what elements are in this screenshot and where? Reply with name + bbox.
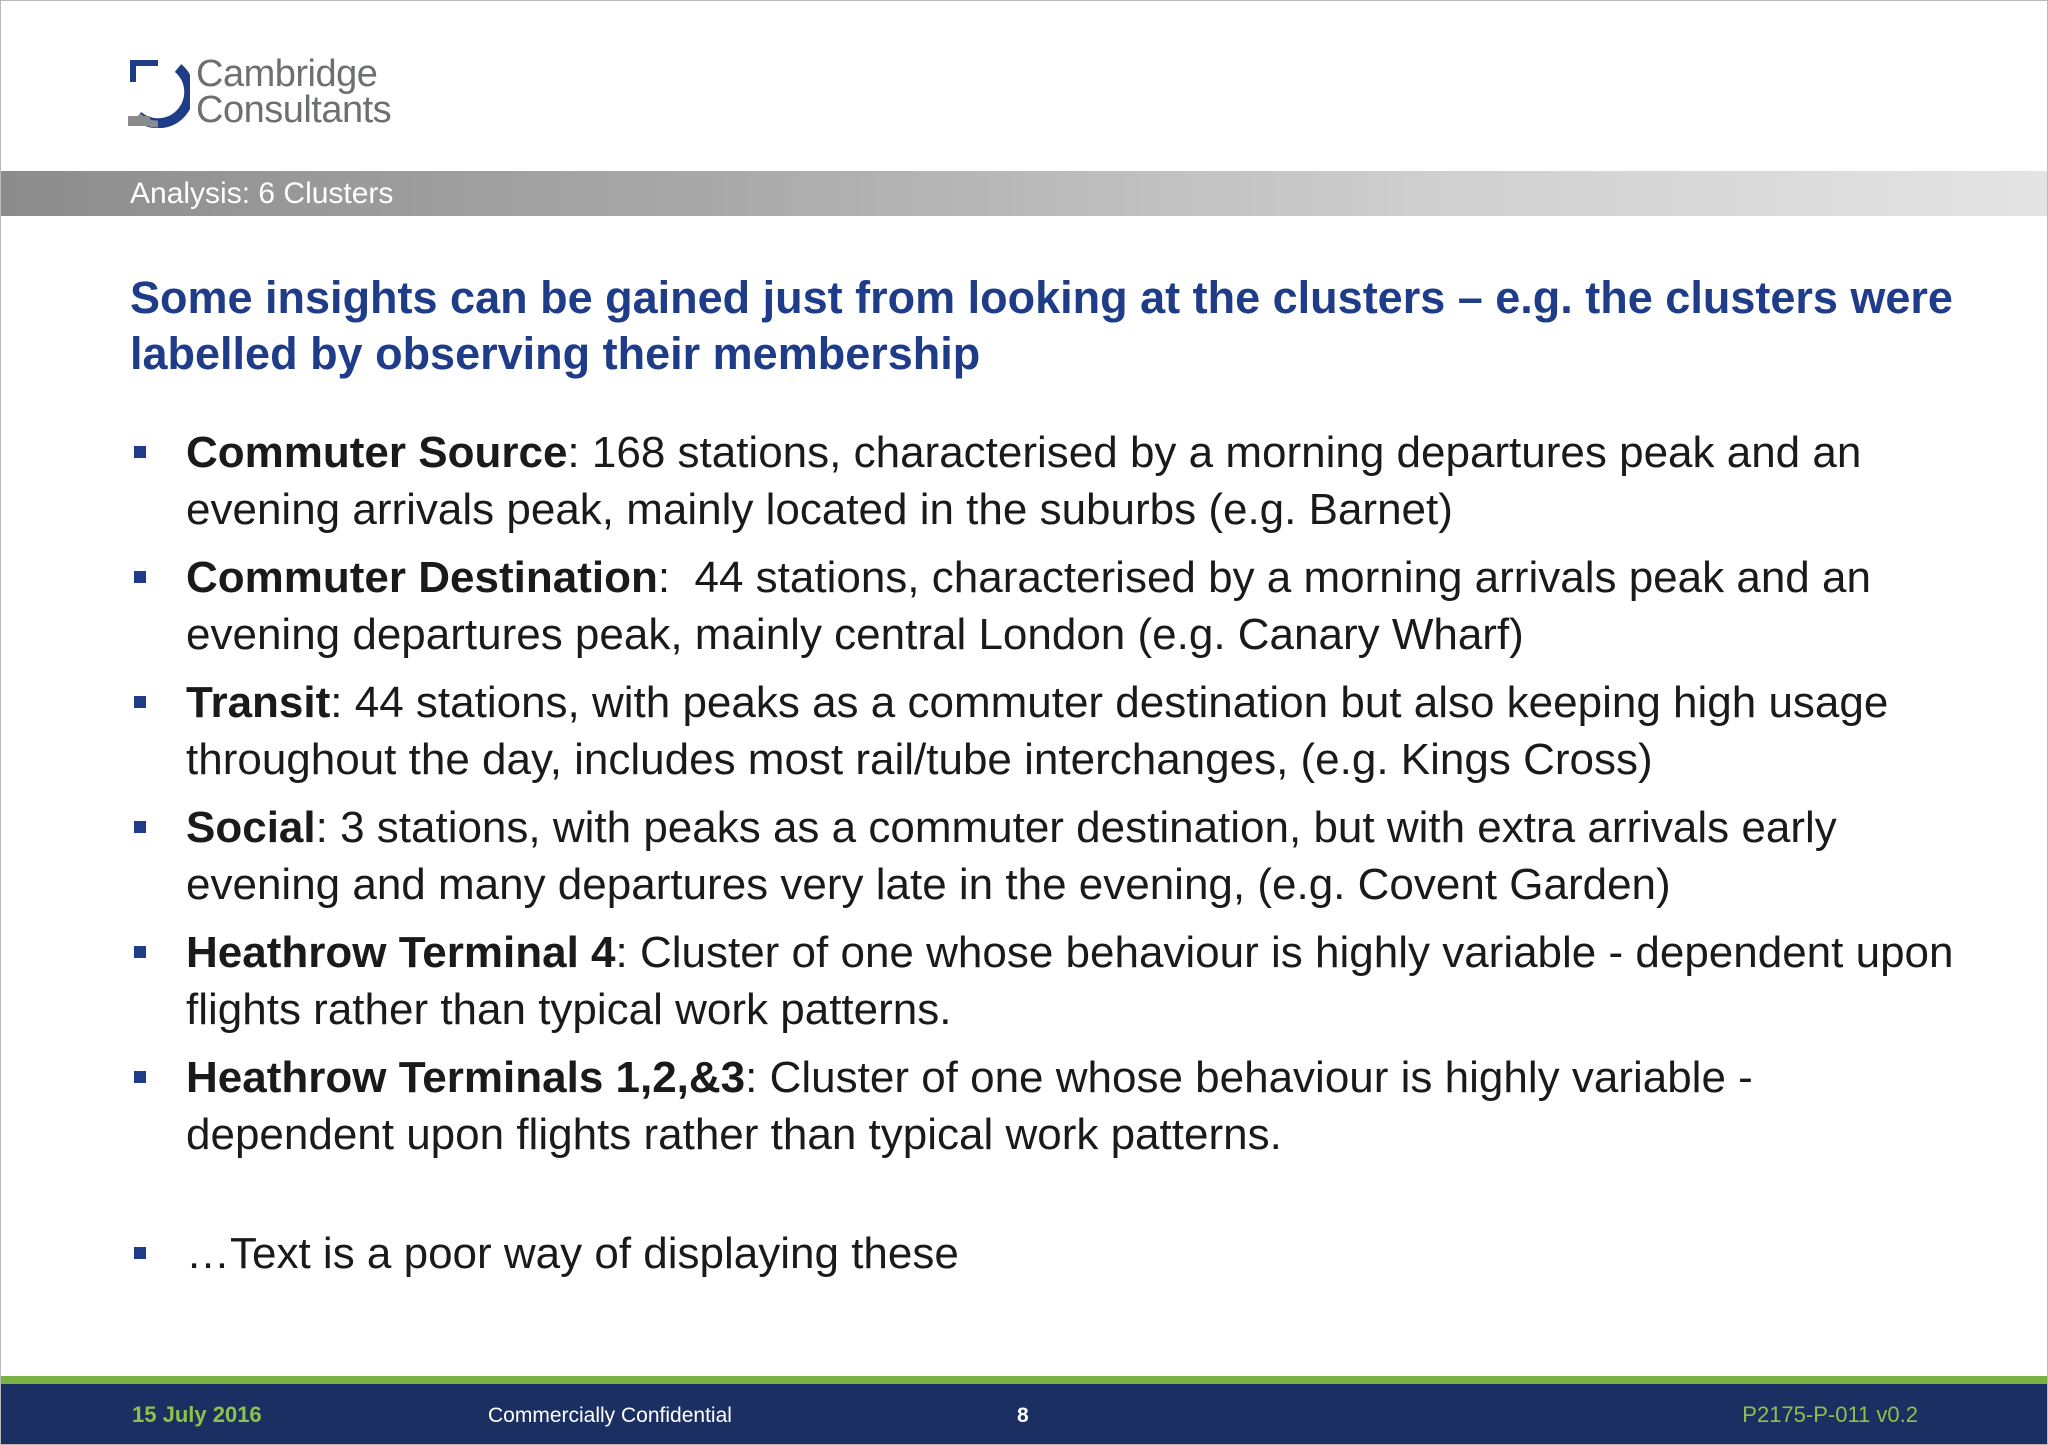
- bullet-square-icon: [134, 696, 146, 708]
- bullet-text: : 168 stations, characterised by a morning departures peak and an evening arrivals peak, mainly located in the suburbs (e.g. Barnet): [186, 428, 1862, 534]
- logo-line-1: Cambridge: [196, 53, 378, 95]
- bullet-item-social: [130, 799, 1970, 913]
- footer-bar: [0, 1384, 2048, 1445]
- bullet-item-commuter-destination: [130, 549, 1970, 663]
- footer-accent-stripe: [0, 1376, 2048, 1384]
- footer-date: 15 July 2016: [132, 1402, 262, 1427]
- bullet-term: Commuter Destination: [186, 553, 658, 602]
- bullet-item-heathrow-t123: [130, 1049, 1970, 1163]
- slide-heading: Some insights can be gained just from looking at the clusters – e.g. the clusters were labelled by observing their membership: [130, 272, 1953, 379]
- bullet-text: : Cluster of one whose behaviour is highly variable - dependent upon flights rather than typical work patterns.: [186, 928, 1954, 1034]
- bullet-text: : Cluster of one whose behaviour is highly variable - dependent upon flights rather than typical work patterns.: [186, 1053, 1753, 1159]
- logo-wordmark: [196, 53, 392, 131]
- bullet-item-heathrow-t4: [130, 924, 1970, 1038]
- logo-line-2: Consultants: [196, 89, 392, 131]
- footer-confidentiality: Commercially Confidential: [488, 1404, 732, 1427]
- bullet-text: : 3 stations, with peaks as a commuter destination, but with extra arrivals early evening and many departures very late in the evening, (e.g. Covent Garden): [186, 803, 1837, 909]
- bullet-term: Heathrow Terminal 4: [186, 928, 616, 977]
- bullet-text: : 44 stations, characterised by a morning arrivals peak and an evening departures peak, mainly central London (e.g. Canary Wharf): [186, 553, 1884, 659]
- bullet-term: Commuter Source: [186, 428, 568, 477]
- company-logo: [128, 53, 428, 136]
- section-band: [0, 171, 2048, 216]
- bullet-square-icon: [134, 821, 146, 833]
- document-id: P2175-P-011 v0.2: [1742, 1402, 1918, 1427]
- bullet-square-icon: [134, 1247, 146, 1259]
- bullet-square-icon: [134, 1071, 146, 1083]
- bullet-square-icon: [134, 946, 146, 958]
- bullet-item-commuter-source: [130, 424, 1970, 538]
- bullet-term: Social: [186, 803, 316, 852]
- logo-mark-icon: [128, 58, 190, 128]
- page-number: 8: [1017, 1404, 1029, 1427]
- bullet-term: Transit: [186, 678, 331, 727]
- bullet-item-closing-note: [130, 1225, 1970, 1282]
- bullet-term: Heathrow Terminals 1,2,&3: [186, 1053, 746, 1102]
- bullet-item-transit: [130, 674, 1970, 788]
- bullet-list: [130, 424, 1970, 1293]
- bullet-square-icon: [134, 571, 146, 583]
- bullet-text: …Text is a poor way of displaying these: [186, 1229, 959, 1278]
- section-title: Analysis: 6 Clusters: [130, 177, 394, 210]
- bullet-square-icon: [134, 446, 146, 458]
- bullet-text: : 44 stations, with peaks as a commuter destination but also keeping high usage throughout the day, includes most rail/tube interchanges, (e.g. Kings Cross): [186, 678, 1889, 784]
